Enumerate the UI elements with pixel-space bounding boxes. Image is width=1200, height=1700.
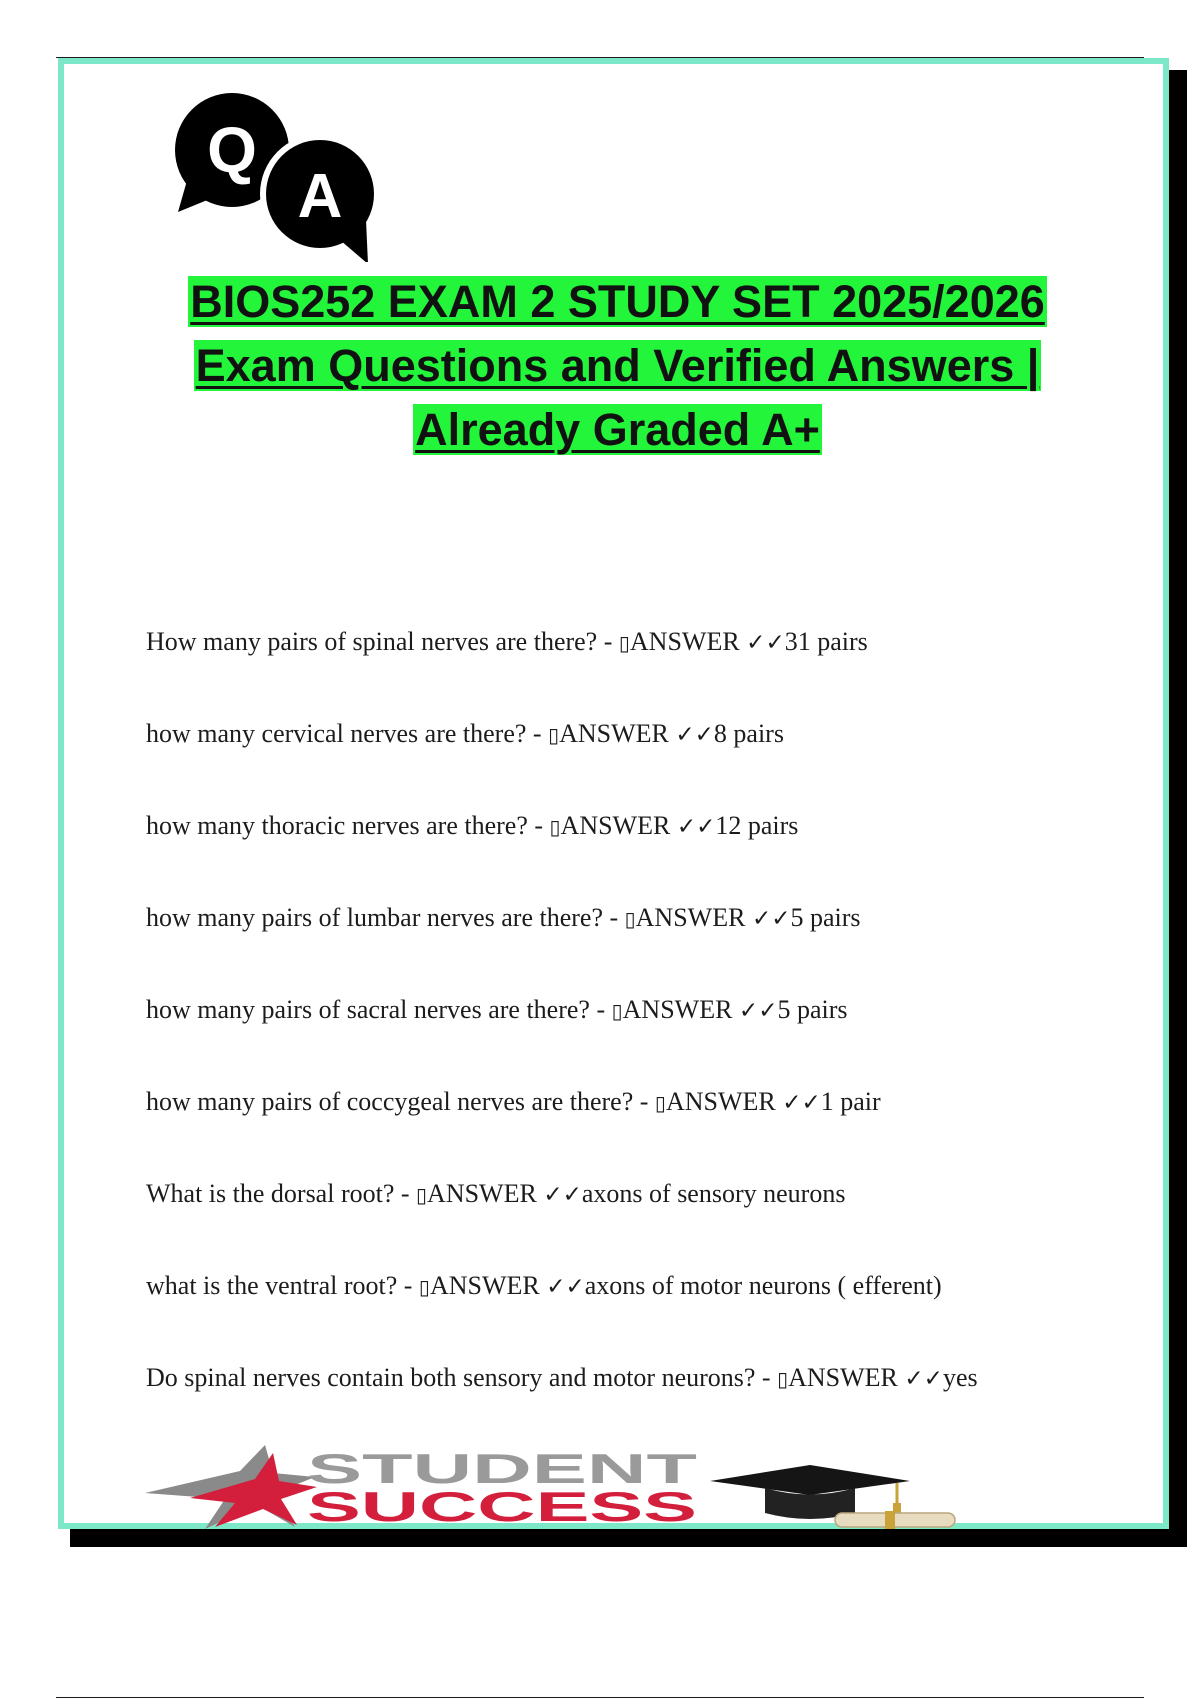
student-success-logo xyxy=(145,1443,1045,1533)
answer-label: ANSWER xyxy=(788,1363,905,1392)
answer-label: ANSWER xyxy=(622,995,739,1024)
answer-label: ANSWER xyxy=(427,1179,544,1208)
answer-text: 5 pairs xyxy=(777,995,848,1024)
logo-word-success: SUCCESS xyxy=(307,1483,697,1530)
double-check-icon: ✓✓ xyxy=(782,1090,821,1116)
title-line-1: BIOS252 EXAM 2 STUDY SET 2025/2026 xyxy=(190,276,1045,327)
question-text: Do spinal nerves contain both sensory and motor neurons? - xyxy=(146,1363,778,1392)
qa-item xyxy=(146,898,1146,990)
question-text: How many pairs of spinal nerves are there? - xyxy=(146,627,619,656)
double-check-icon: ✓✓ xyxy=(751,906,791,932)
question-text: what is the ventral root? - xyxy=(146,1271,419,1300)
answer-text: 31 pairs xyxy=(784,627,868,656)
logo-word-student: STUDENT xyxy=(307,1445,698,1492)
missing-glyph-icon: ▯ xyxy=(549,815,561,839)
question-text: how many pairs of coccygeal nerves are there? - xyxy=(146,1087,655,1116)
title-line-2: Exam Questions and Verified Answers | xyxy=(195,340,1040,391)
double-check-icon: ✓✓ xyxy=(738,998,778,1024)
answer-label: ANSWER xyxy=(635,903,752,932)
qa-item xyxy=(146,1266,1146,1358)
double-check-icon: ✓✓ xyxy=(543,1182,582,1208)
qa-speech-bubbles-icon xyxy=(170,92,395,262)
qa-item xyxy=(146,714,1146,806)
answer-text: yes xyxy=(942,1363,978,1392)
double-check-icon: ✓✓ xyxy=(746,630,785,656)
answer-label: ANSWER xyxy=(559,719,676,748)
double-check-icon: ✓✓ xyxy=(904,1366,943,1392)
question-text: how many thoracic nerves are there? - xyxy=(146,811,550,840)
q-letter: Q xyxy=(207,114,257,186)
a-bubble xyxy=(260,134,380,262)
answer-label: ANSWER xyxy=(665,1087,783,1116)
document-title xyxy=(100,270,1135,462)
qa-item xyxy=(146,1174,1146,1266)
missing-glyph-icon: ▯ xyxy=(416,1183,428,1207)
qa-item xyxy=(146,806,1146,898)
question-text: What is the dorsal root? - xyxy=(146,1179,417,1208)
missing-glyph-icon: ▯ xyxy=(777,1367,789,1391)
missing-glyph-icon: ▯ xyxy=(548,723,560,747)
question-text: how many pairs of sacral nerves are there? - xyxy=(146,995,612,1024)
answer-text: axons of motor neurons ( efferent) xyxy=(584,1271,942,1300)
double-check-icon: ✓✓ xyxy=(676,814,716,840)
missing-glyph-icon: ▯ xyxy=(611,999,623,1023)
double-check-icon: ✓✓ xyxy=(546,1274,585,1300)
missing-glyph-icon: ▯ xyxy=(618,631,630,655)
answer-label: ANSWER xyxy=(429,1271,547,1300)
graduation-cap-icon xyxy=(710,1465,955,1529)
qa-item xyxy=(146,622,1146,714)
qa-item xyxy=(146,990,1146,1082)
answer-label: ANSWER xyxy=(629,627,747,656)
answer-text: 12 pairs xyxy=(715,811,799,840)
answer-text: axons of sensory neurons xyxy=(581,1179,846,1208)
answer-text: 1 pair xyxy=(820,1087,881,1116)
double-check-icon: ✓✓ xyxy=(675,722,714,748)
bottom-rule xyxy=(56,1697,1144,1698)
a-letter: A xyxy=(297,162,343,231)
star-swoosh-icon xyxy=(145,1445,317,1529)
missing-glyph-icon: ▯ xyxy=(654,1091,666,1115)
missing-glyph-icon: ▯ xyxy=(624,907,636,931)
answer-text: 8 pairs xyxy=(713,719,784,748)
question-text: how many pairs of lumbar nerves are there? - xyxy=(146,903,625,932)
answer-text: 5 pairs xyxy=(790,903,861,932)
answer-label: ANSWER xyxy=(560,811,677,840)
title-line-3: Already Graded A+ xyxy=(415,404,820,455)
qa-item xyxy=(146,1358,1146,1450)
qa-list xyxy=(146,622,1146,1450)
qa-item xyxy=(146,1082,1146,1174)
missing-glyph-icon: ▯ xyxy=(418,1275,430,1299)
question-text: how many cervical nerves are there? - xyxy=(146,719,549,748)
